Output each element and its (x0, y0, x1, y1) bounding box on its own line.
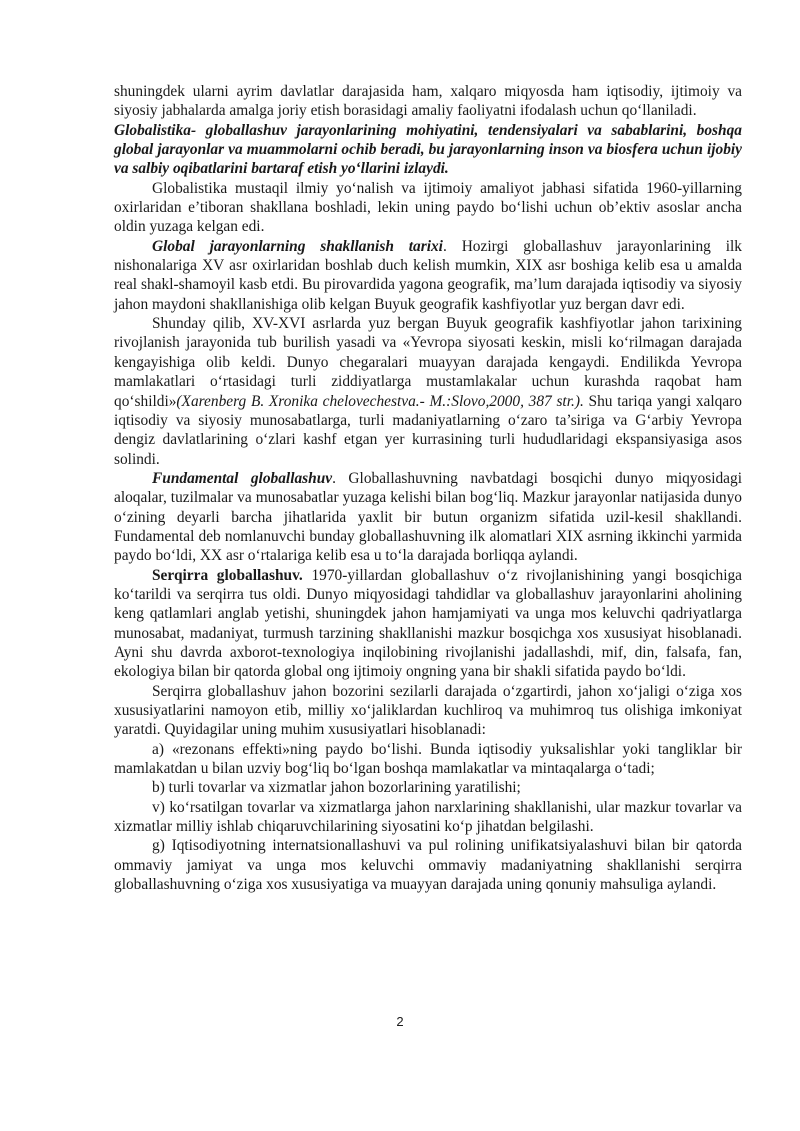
page-number: 2 (396, 1014, 404, 1029)
paragraph-text: Shunday qilib, XV-XVI asrlarda yuz bergan Buyuk geografik kashfiyotlar jahon tarixining rivojlanish jarayonida tub burilish yasadi va «Yevropa siyosati keskin, misli ko‘rilmagan darajada kengayishiga olib keldi. Dunyo chegaralari muayyan darajada kengaydi. Endilikda Yevropa mamlakatlari o‘rtasidagi turli ziddiyatlarga mustamlakalar uchun kurashda raqobat ham qo‘shildi» (114, 315, 742, 410)
list-item-g: g) Iqtisodiyotning internatsionallashuvi va pul rolining unifikatsiyalashuvi bilan bir qatorda ommaviy jamiyat va unga mos keluvchi ommaviy madaniyatning shakllanishi serqirra globallashuvning o‘ziga xos xususiyatiga va muayyan darajada uning qonuniy mahsuliga aylandi. (114, 837, 742, 894)
citation: (Xarenberg B. Xronika chelovechestva.- M.:Slovo,2000, 387 str.). (176, 392, 584, 410)
paragraph-globalistika-origin: Globalistika mustaqil ilmiy yo‘nalish va ijtimoiy amaliyot jabhasi sifatida 1960-yillarning oxirlaridan e’tiboran shakllana boshladi, lekin uning paydo bo‘lishi uchun ob’ektiv asoslar ancha oldin yuzaga kelgan edi. (114, 179, 742, 236)
paragraph-geographic-discoveries (114, 314, 742, 469)
paragraph-intro-continuation: shuningdek ularni ayrim davlatlar darajasida ham, xalqaro miqyosda ham iqtisodiy, ijtimoiy va siyosiy jabhalarda amalga joriy etish borasidagi amaliy faoliyatni ifodalash uchun qo‘llaniladi. (114, 83, 742, 120)
section-heading-global-history: Global jarayonlarning shakllanish tarixi (152, 237, 443, 255)
list-item-b: b) turli tovarlar va xizmatlar jahon bozorlarining yaratilishi; (152, 779, 521, 797)
list-item-a: a) «rezonans effekti»ning paydo bo‘lishi. Bunda iqtisodiy yuksalishlar yoki tangliklar bir mamlakatdan u bilan uzviy bog‘liq bo‘lgan boshqa mamlakatlar va mintaqalarga o‘tadi; (114, 740, 742, 778)
paragraph-text: 1970-yillardan globallashuv o‘z rivojlanishining yangi bosqichiga ko‘tarildi va serqirra tus oldi. Dunyo miqyosidagi tahdidlar va globallashuv jarayonlarini aholining keng qatlamlari anglab yetishi, shuningdek jahon hamjamiyati va unga mos keluvchi qadriyatlarga munosabat, madaniyat, turmush tarzining shakllanishi mazkur bosqichga xos xususiyat hisoblanadi. Ayni shu davrda axborot-texnologiya inqilobining rivojlanishi jadallashdi, mif, din, falsafa, fan, ekologiya bilan bir qatorda global ong ijtimoiy ongning yana bir shakli sifatida paydo bo‘ldi. (114, 566, 742, 681)
paragraph-text: . Globallashuvning navbatdagi bosqichi dunyo miqyosidagi aloqalar, tuzilmalar va munosabatlar yuzaga kelishi bilan bog‘liq. Mazkur jarayonlar natijasida dunyo o‘zining deyarli barcha jihatlarida yaxlit bir butun organizm sifatida uzil-kesil shakllandi. Fundamental deb nomlanuvchi bunday globallashuvning ilk alomatlari XIX asrning ikkinchi yarmida paydo bo‘ldi, XX asr o‘rtalariga kelib esa u to‘la darajada borliqqa aylandi. (114, 469, 742, 565)
paragraph-world-market: Serqirra globallashuv jahon bozorini sezilarli darajada o‘zgartirdi, jahon xo‘jaligi o‘ziga xos xususiyatlarini namoyon etib, milliy xo‘jaliklardan kuchliroq va muhimroq tus olishiga imkoniyat yaratdi. Quyidagilar uning muhim xususiyatlari hisoblanadi: (114, 682, 742, 739)
document-page (114, 82, 742, 894)
globalistika-definition: Globalistika- globallashuv jarayonlarining mohiyatini, tendensiyalari va sabablarini, boshqa global jarayonlar va muammolarni ochib beradi, bu jarayonlarning inson va biosfera uchun ijobiy va salbiy oqibatlarini bartaraf etish yo‘llarini izlaydi. (114, 121, 742, 178)
paragraph-fundamental-globalization (114, 469, 742, 566)
paragraph-text: . Hozirgi globallashuv jarayonlarining ilk nishonalariga XV asr oxirlaridan boshlab duch kelish mumkin, XIX asr boshiga kelib esa u amalda real shakl-shamoyil kasb etdi. Bu pirovardida yagona geografik, ma’lum darajada iqtisodiy va siyosiy jahon maydoni shakllanishiga olib kelgan Buyuk geografik kashfiyotlar yuz bergan davr edi. (114, 237, 742, 313)
section-heading-multifaceted: Serqirra globallashuv. (152, 566, 303, 584)
section-heading-fundamental: Fundamental globallashuv (152, 469, 333, 487)
paragraph-multifaceted-globalization (114, 566, 742, 682)
list-item-v: v) ko‘rsatilgan tovarlar va xizmatlarga jahon narxlarining shakllanishi, ular mazkur tovarlar va xizmatlar milliy ishlab chiqaruvchilarining siyosatini ko‘p jihatdan belgilashi. (114, 798, 742, 836)
paragraph-global-history (114, 237, 742, 314)
paragraph-text: Shu tariqa yangi xalqaro iqtisodiy va siyosiy munosabatlarga, turli madaniyatlarning o‘zaro ta’siriga va G‘arbiy Yevropa dengiz davlatlarining o‘zlari kashf etgan yer kurrasining turli hududlaridagi ekspansiyasiga asos solindi. (114, 392, 742, 468)
